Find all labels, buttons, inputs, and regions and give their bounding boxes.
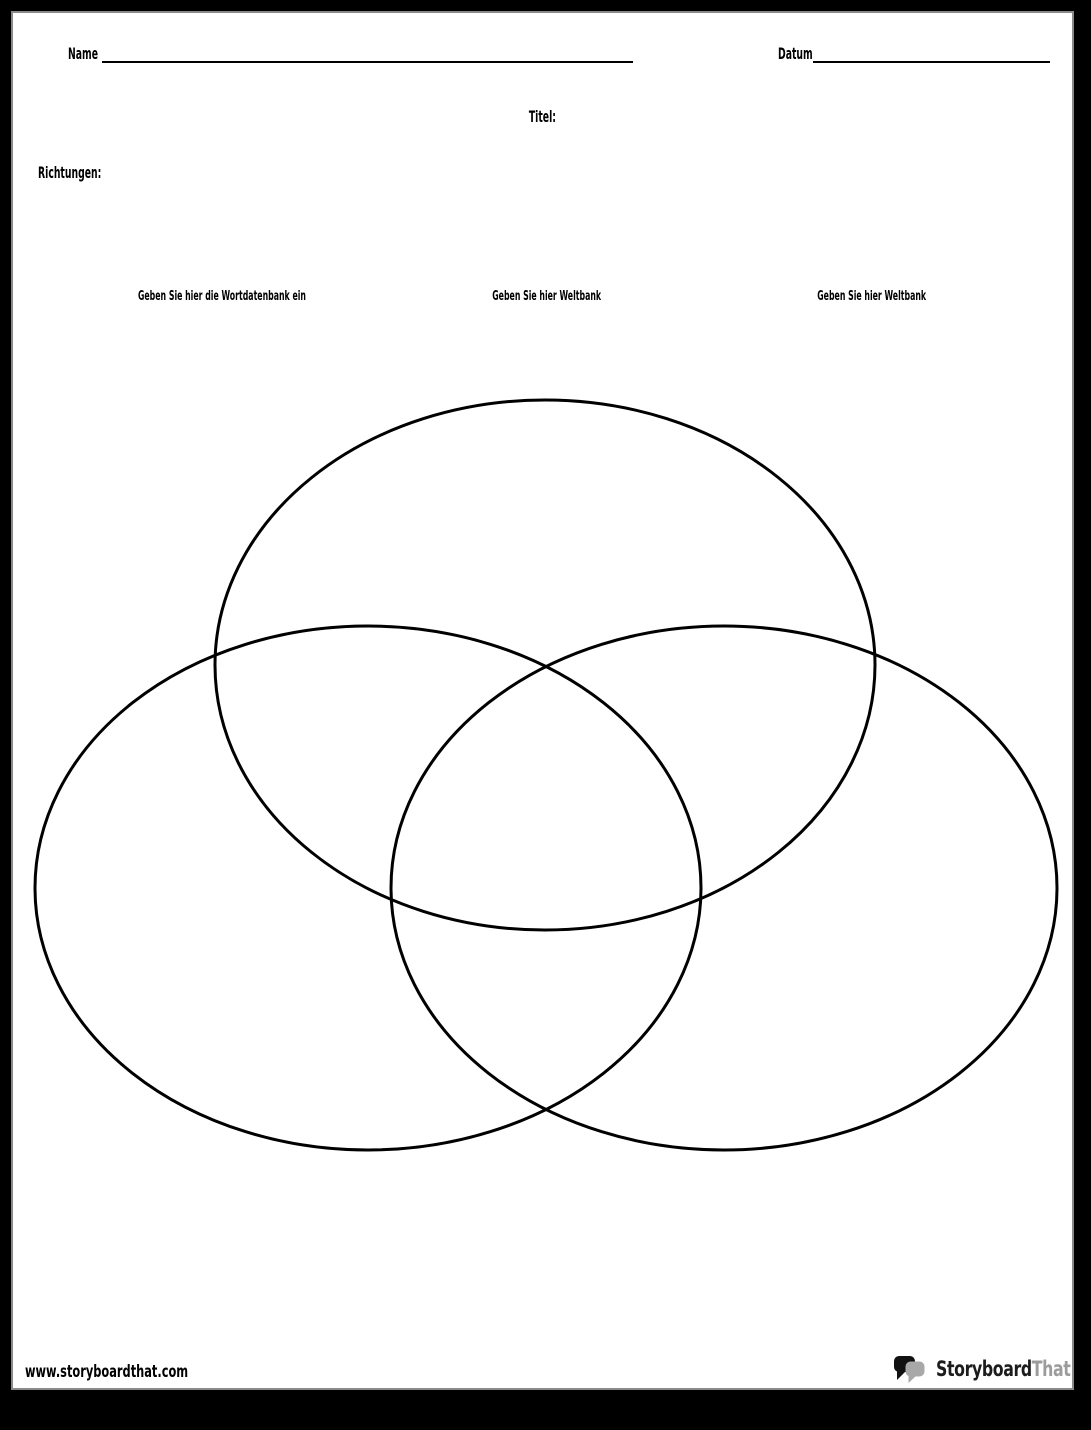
logo-wordmark-secondary: That <box>1031 1357 1071 1381</box>
logo-wordmark-primary: Storyboard <box>936 1357 1032 1381</box>
date-label: Datum <box>778 44 813 63</box>
website-url <box>25 1362 269 1381</box>
speech-bubbles-icon <box>893 1354 931 1384</box>
storyboardthat-logo <box>893 1353 1091 1385</box>
word-bank-placeholder-left[interactable]: Geben Sie hier die Wortdatenbank ein <box>137 289 306 304</box>
word-bank-placeholder-right[interactable]: Geben Sie hier Weltbank <box>817 289 926 304</box>
directions-label: Richtungen: <box>38 163 102 182</box>
word-bank-placeholder-center[interactable]: Geben Sie hier Weltbank <box>492 289 601 304</box>
venn-diagram <box>13 13 1076 1392</box>
name-label: Name <box>68 44 98 63</box>
logo-wordmark <box>936 1357 1070 1381</box>
title-label: Titel: <box>528 107 557 126</box>
website-url-text: www.storyboardthat.com <box>25 1362 189 1382</box>
worksheet-page <box>11 11 1074 1390</box>
